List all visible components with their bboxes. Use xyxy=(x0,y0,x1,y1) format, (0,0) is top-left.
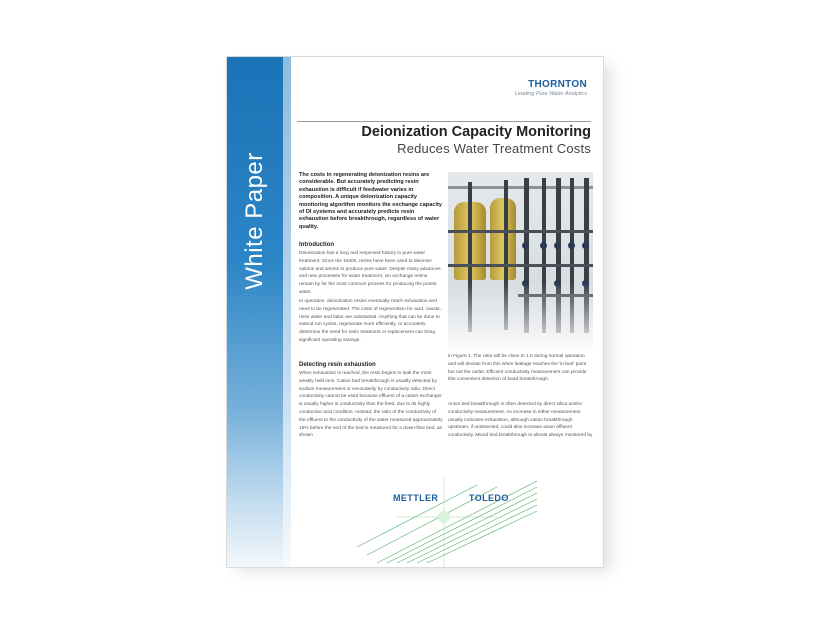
detect-heading: Detecting resin exhaustion xyxy=(299,362,376,368)
intro-paragraph-1: Deionization has a long and respected history in pure water treatment. Since the 1940s, resins have been used to deionize cations and anions to produce pure water. Despite many advances and new processes for water treatment, ion exchange resins remain by far the most common process for producing the purest water. xyxy=(299,251,441,295)
page-title: Deionization Capacity Monitoring xyxy=(297,121,591,140)
brand-name: THORNTON xyxy=(528,79,587,90)
side-band-stripe xyxy=(283,57,291,567)
side-label: White Paper xyxy=(241,152,268,290)
mettler-toledo-logo xyxy=(337,477,557,567)
side-band xyxy=(227,57,283,567)
intro-heading: Introduction xyxy=(299,242,334,248)
white-paper-page xyxy=(226,56,604,568)
detect-paragraph: When exhaustion is reached, the resin begins to leak the most weakly held ions. Cation bed breakthrough is usually detected by sodium measurement or secondarily by conductivity ratio. Direct conductivity cannot be used because effluent of a cation exchanger is usually higher in conductivity than the feed, due to its highly conductive acid condition. Instead, the ratio of the conductivity of the effluent to the conductivity of the water measured approximately 15% before the end of the bed is measured for a down-flow bed, as shown xyxy=(299,371,443,439)
lead-paragraph: The costs in regenerating deionization resins are considerable. But accurately predicting resin exhaustion is difficult if feedwater varies in composition. A unique deionization capacity monitoring algorithm monitors the exchange capacity of DI systems and accurately predicts resin exhaustion before breakthrough, regardless of water quality. xyxy=(299,172,442,230)
logo-mettler: METTLER xyxy=(393,493,439,503)
right-paragraph-1: in Figure 1. The ratio will be close to 1.0 during normal operation and will deviate from this when leakage reaches the 'in-bed' point but not the outlet. Efficient conductivity measurement can provide this convenient detection of bead breakthrough. xyxy=(448,354,587,383)
brand-tagline: Leading Pure Water Analytics xyxy=(514,91,587,97)
logo-lines-icon xyxy=(337,477,557,567)
plant-photo xyxy=(448,172,593,352)
right-paragraph-2: Anion bed breakthrough is often detected by direct silica and/or conductivity measurement. An increase in either measurement usually indicates exhaustion, although cation breakthrough upstream, if undetected, could also increase anion effluent conductivity. Mixed bed breakthrough is almost always monitored by xyxy=(448,402,593,439)
page-subtitle: Reduces Water Treatment Costs xyxy=(397,141,591,156)
brand-block xyxy=(515,79,587,97)
logo-toledo: TOLEDO xyxy=(469,493,509,503)
intro-paragraph-2: In operation, deionization resins eventually reach exhaustion and need to be regenerated. The costs of regeneration for acid, caustic, rinse water and labor are substantial. Anything that can be done to extend run cycles, regenerate more efficiently, or accurately determine the need for resin treatment or replacement can bring significant operating savings. xyxy=(299,299,442,343)
